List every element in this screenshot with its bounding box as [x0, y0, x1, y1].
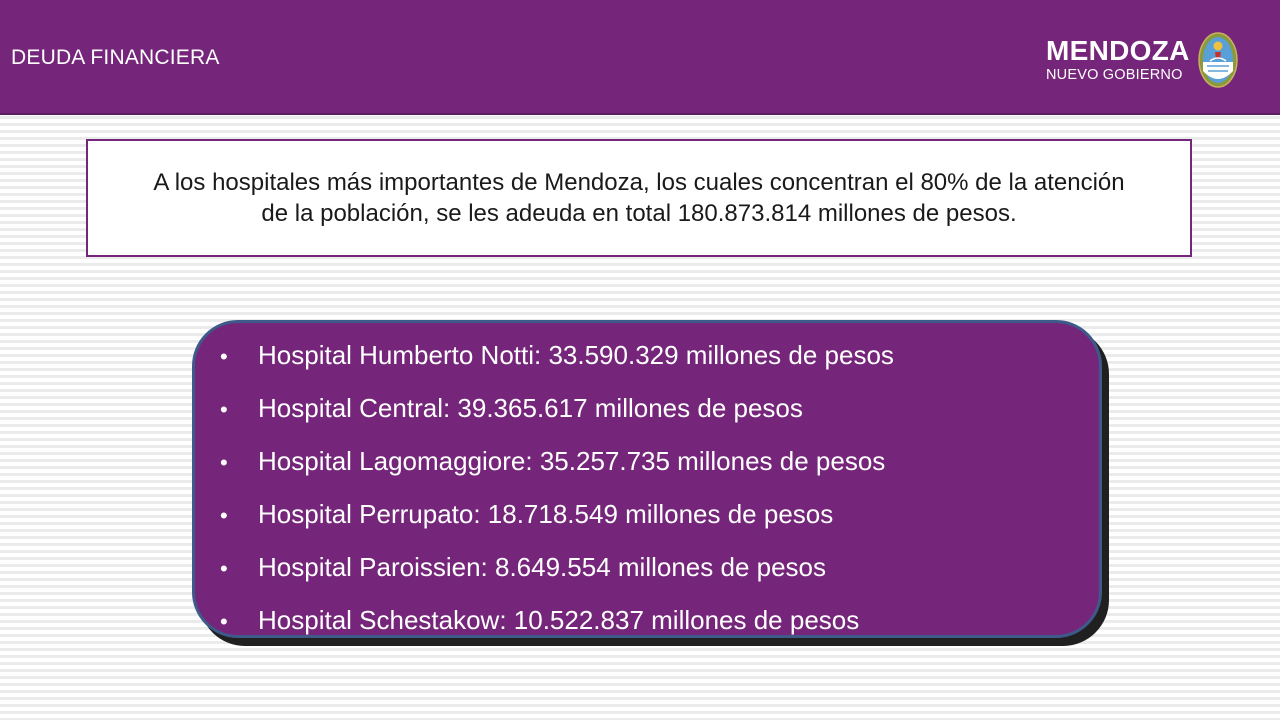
hospital-item-text: Hospital Paroissien: 8.649.554 millones de pesos — [258, 552, 827, 582]
summary-text — [145, 167, 1132, 229]
hospital-item-text: Hospital Lagomaggiore: 35.257.735 millones de pesos — [258, 446, 886, 476]
hospital-item-text: Hospital Schestakow: 10.522.837 millones de pesos — [258, 605, 860, 635]
list-item — [220, 600, 894, 653]
summary-box — [86, 139, 1192, 257]
summary-line-1: A los hospitales más importantes de Mendoza, los cuales concentran el 80% de la atención — [153, 169, 1125, 196]
bullet-icon: • — [220, 397, 228, 422]
list-item — [220, 494, 894, 547]
list-item — [220, 388, 894, 441]
bullet-icon: • — [220, 503, 228, 528]
list-item — [220, 547, 894, 600]
bullet-icon: • — [220, 450, 228, 475]
summary-line-2: de la población, se les adeuda en total 180.873.814 millones de pesos. — [261, 200, 1017, 227]
bullet-icon: • — [220, 556, 228, 581]
hospital-item-text: Hospital Humberto Notti: 33.590.329 millones de pesos — [258, 340, 894, 370]
hospital-list — [220, 335, 894, 653]
logo-main-text: MENDOZA — [1046, 35, 1190, 66]
hospital-item-text: Hospital Perrupato: 18.718.549 millones de pesos — [258, 499, 834, 529]
hospital-item-text: Hospital Central: 39.365.617 millones de pesos — [258, 393, 803, 423]
bullet-icon: • — [220, 344, 228, 369]
list-item — [220, 441, 894, 494]
page-title: DEUDA FINANCIERA — [11, 46, 220, 69]
bullet-icon: • — [220, 609, 228, 634]
list-item — [220, 335, 894, 388]
hospital-debt-panel — [192, 320, 1102, 638]
mendoza-logo — [1046, 32, 1246, 92]
header-bar — [0, 0, 1280, 115]
coat-of-arms-icon — [1197, 31, 1239, 89]
logo-sub-text: NUEVO GOBIERNO — [1046, 67, 1183, 83]
